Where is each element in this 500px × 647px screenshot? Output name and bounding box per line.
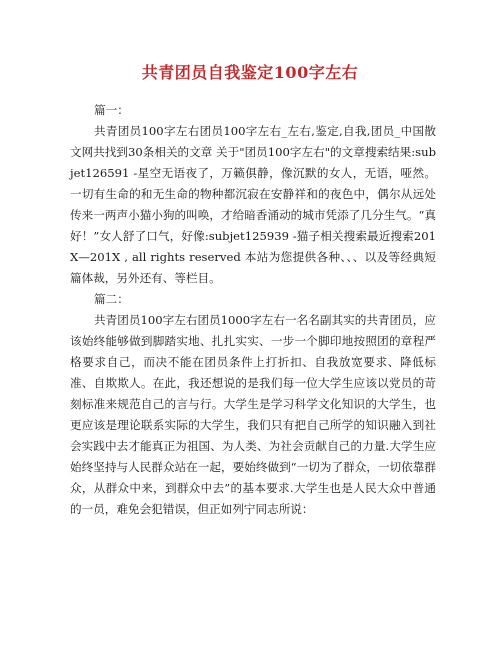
section-text-2: 共青团员100字左右团员1000字左右一名名副其实的共青团员，应该始终能够做到脚踏实地、扎扎实实、一步一个脚印地按照团的章程严格要求自己，而决不能在团员条件上打折扣、自我放宽要求、降低标准、自欺欺人。在此，我还想说的是我们每一位大学生应该以党员的苛刻标准来规范自己的言与行。大学生是学习科学文化知识的大学生，也更应该是理论联系实际的大学生，我们只有把自己所学的知识融入到社会实践中去才能真正为祖国、为人类、为社会贡献自己的力量.大学生应始终坚持与人民群众站在一起，要始终做到“一切为了群众，一切依靠群众，从群众中来，到群众中去”的基本要求.大学生也是人民大众中普通的一员，难免会犯错误，但正如列宁同志所说： [70,313,436,516]
section-text-1: 共青团员100字左右团员100字左右_左右,鉴定,自我,团员_中国散文网共找到30条相关的文章 关于"团员100字左右"的文章搜索结果:subjet126591 -星空无语夜了，万籁俱静，像沉默的女人，无语，哑然。一切有生命的和无生命的物种都沉寂在安静祥和的夜色中，偶尔从远处传来一两声小猫小狗的叫唤，才给暗香涌动的城市凭添了几分生气。“真好！”女人舒了口气，好像:subjet125939 -猫子相关搜索最近搜索201X—201X , all rights reserved 本站为您提供各种、、、以及等经典短篇体裁，另外还有、等栏目。 [70,124,436,285]
document-title: 共青团员自我鉴定100字左右 [141,63,359,82]
section-label-2: 篇二： [94,292,129,306]
document-body [70,100,436,520]
section-label-1: 篇一： [94,103,129,117]
